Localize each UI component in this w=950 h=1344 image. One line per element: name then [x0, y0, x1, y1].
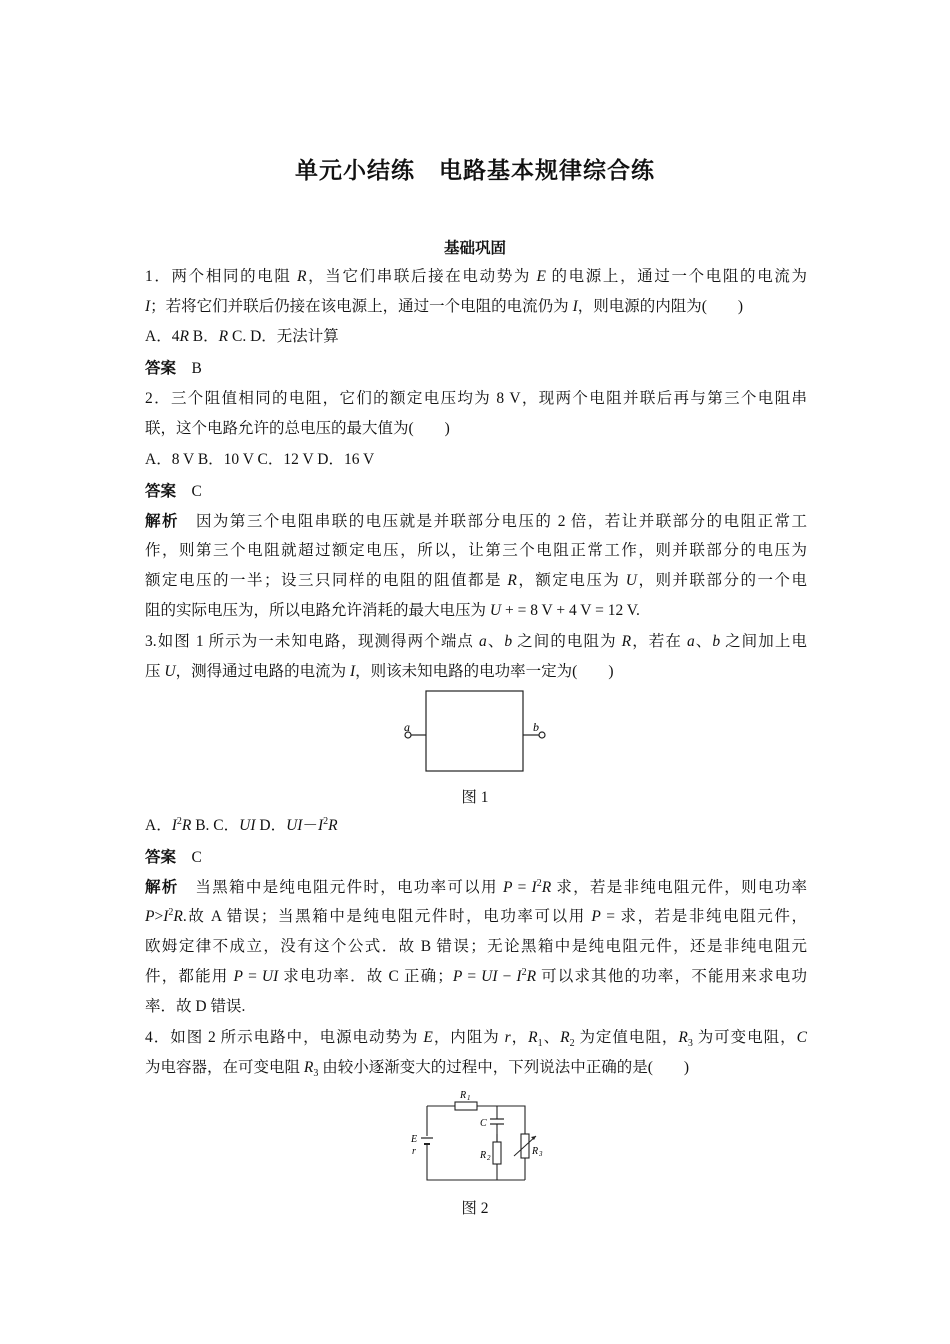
text-run: 、	[486, 633, 505, 650]
label-r1: R	[460, 1090, 467, 1101]
wire-bottom	[427, 1148, 525, 1180]
math-symbol: P	[452, 968, 463, 985]
math-symbol: U	[489, 602, 502, 619]
label-e: E	[411, 1134, 418, 1145]
math-symbol: E	[536, 268, 546, 285]
math-symbol: UI	[239, 817, 256, 834]
text-run: ，则电源的内阻为( )	[577, 298, 744, 315]
label-r2-sub: 2	[487, 1154, 491, 1162]
q4-line-1	[145, 1027, 807, 1049]
text-run: 2	[569, 1038, 575, 1050]
math-symbol: a	[478, 633, 487, 650]
resistor-r2	[493, 1142, 501, 1164]
math-symbol: UI	[261, 968, 279, 985]
text-run: ；若将它们并联后仍接在该电源上，通过一个电阻的电流仍为	[150, 298, 573, 315]
section-heading: 基础巩固	[443, 239, 506, 257]
text-run: C	[191, 849, 202, 866]
math-symbol: I	[317, 817, 324, 834]
text-run: B．	[188, 328, 219, 345]
q2-analysis-4	[145, 600, 807, 622]
text-run: 的电源上，通过一个电阻的电流为	[545, 268, 807, 285]
text-run: 答案	[145, 359, 177, 377]
math-symbol: E	[423, 1029, 433, 1046]
text-run: 2	[323, 815, 329, 827]
text-run: B	[191, 360, 202, 377]
q3-analysis-3: 欧姆定律不成立，没有这个公式．故 B 错误；无论黑箱中是纯电阻元件，还是非纯电阻元	[145, 938, 807, 955]
q2-analysis-1	[145, 510, 807, 532]
q1-options	[145, 326, 807, 348]
math-symbol: R	[528, 1029, 538, 1046]
text-run: B. C．	[191, 817, 240, 834]
text-run: 压	[145, 663, 165, 680]
math-symbol: b	[504, 633, 513, 650]
math-symbol: R	[678, 1029, 688, 1046]
math-symbol: R	[297, 268, 307, 285]
q3-line-2	[145, 661, 807, 683]
math-symbol: UI	[481, 968, 498, 985]
text-run: 、	[694, 633, 713, 650]
figure-1-caption: 图 1	[461, 789, 489, 806]
text-run: 因为第三个电阻串联的电压就是并联部分电压的 2 倍，若让并联部分的电阻正常工	[195, 513, 807, 530]
q2-analysis-3	[145, 570, 807, 592]
text-run: >	[154, 908, 164, 925]
math-symbol: R	[218, 328, 229, 345]
figure-2-caption: 图 2	[461, 1200, 489, 1217]
text-run: 求电功率．故 C 正确；	[278, 968, 453, 985]
label-c: C	[480, 1118, 487, 1129]
math-symbol: I	[171, 817, 177, 834]
text-run: 4．如图 2 所示电路中，电源电动势为	[145, 1029, 424, 1046]
text-run: ，当它们串联后接在电动势为	[306, 268, 537, 285]
text-run: 2	[536, 877, 542, 889]
math-symbol: R	[303, 1059, 314, 1076]
q3-analysis-5: 率．故 D 错误.	[145, 998, 246, 1015]
math-symbol: R	[507, 572, 517, 589]
text-run: C	[191, 483, 202, 500]
text-run: 阻的实际电压为，所以电路允许消耗的最大电压为	[145, 602, 490, 619]
math-symbol: P	[591, 908, 601, 925]
text-run: 1．两个相同的电阻	[145, 268, 298, 285]
text-run: ，测得通过电路的电流为	[175, 663, 350, 680]
text-run: 为电容器，在可变电阻	[145, 1059, 304, 1076]
figure-2-circuit	[400, 1086, 560, 1188]
text-run: 为定值电阻，	[574, 1029, 679, 1046]
text-run: 答案	[145, 848, 177, 866]
math-symbol: R	[173, 908, 183, 925]
q3-answer	[145, 846, 807, 868]
text-run: 1	[537, 1038, 543, 1050]
text-run: 2	[521, 966, 527, 978]
text-run: D．	[255, 817, 287, 834]
math-symbol: I	[145, 298, 151, 315]
text-run: 之间的电阻为	[512, 633, 622, 650]
text-run: －	[302, 817, 318, 834]
math-symbol: C	[796, 1029, 807, 1046]
text-run: 为可变电阻，	[692, 1029, 797, 1046]
q3-line-1	[145, 631, 807, 653]
q3-analysis-1	[145, 876, 807, 898]
math-symbol: UI	[286, 817, 303, 834]
math-symbol: R	[621, 633, 632, 650]
resistor-r1	[455, 1102, 477, 1110]
math-symbol: a	[686, 633, 695, 650]
figure-1-black-box	[395, 686, 555, 778]
math-symbol: P	[233, 968, 243, 985]
text-run: 、	[542, 1029, 561, 1046]
math-symbol: R	[328, 817, 338, 834]
text-run: ，则并联部分的一个电	[636, 572, 807, 589]
math-symbol: b	[712, 633, 721, 650]
text-run: A．	[145, 817, 172, 834]
text-run: 2	[168, 906, 174, 918]
text-run: ，内阻为	[432, 1029, 505, 1046]
math-symbol: I	[349, 663, 356, 680]
text-run: ，则该未知电路的电功率一定为( )	[355, 663, 614, 680]
q3-analysis-2	[145, 906, 807, 928]
label-r2: R	[480, 1150, 487, 1161]
text-run: 额定电压的一半；设三只同样的电阻的阻值都是	[145, 572, 508, 589]
math-symbol: I	[572, 298, 578, 315]
math-symbol: R	[560, 1029, 570, 1046]
text-run: 当黑箱中是纯电阻元件时，电功率可以用	[195, 879, 503, 896]
text-run: =	[462, 968, 482, 985]
text-run: 答案	[145, 482, 177, 500]
label-r3-sub: 3	[539, 1150, 543, 1158]
math-symbol: r	[504, 1029, 511, 1046]
math-symbol: R	[526, 968, 537, 985]
q1-line-1	[145, 266, 807, 288]
text-run: 求，若是非纯电阻元件，则电功率	[551, 879, 807, 896]
label-r1-sub: 1	[467, 1094, 471, 1102]
q2-answer	[145, 480, 807, 502]
math-symbol: U	[164, 663, 176, 680]
label-r: r	[412, 1146, 416, 1157]
text-run: 由较小逐渐变大的过程中，下列说法中正确的是( )	[318, 1059, 690, 1076]
text-run: 3	[687, 1038, 693, 1050]
text-run: ，额定电压为	[516, 572, 626, 589]
text-run: C. D．无法计算	[228, 328, 339, 345]
math-symbol: R	[181, 817, 192, 834]
q1-line-2	[145, 296, 807, 318]
math-symbol: U	[625, 572, 637, 589]
math-symbol: I	[516, 968, 522, 985]
text-run: 之间加上电	[720, 633, 807, 650]
math-symbol: I	[163, 908, 169, 925]
q2-line-2: 联，这个电路允许的总电压的最大值为( )	[145, 420, 450, 437]
q4-line-2	[145, 1057, 807, 1079]
label-r3: R	[532, 1146, 539, 1157]
text-run: 2	[176, 815, 182, 827]
q3-analysis-4	[145, 966, 807, 988]
page-title: 单元小结练 电路基本规律综合练	[295, 158, 655, 184]
text-run: 解析	[145, 878, 179, 896]
text-run: =	[600, 908, 621, 925]
math-symbol: P	[145, 908, 155, 925]
text-run: + = 8 V + 4 V = 12 V.	[501, 602, 640, 619]
text-run: =	[243, 968, 262, 985]
text-run: 求，若是非纯电阻元件，	[620, 908, 807, 925]
text-run: A．4	[145, 328, 180, 345]
text-run: 可以求其他的功率，不能用来求电功	[536, 968, 807, 985]
black-box-rect	[426, 691, 523, 771]
terminal-b	[539, 732, 545, 738]
text-run: 件，都能用	[145, 968, 234, 985]
text-run: ，若在	[631, 633, 687, 650]
text-run: ，	[510, 1029, 529, 1046]
q1-answer	[145, 357, 807, 379]
text-run: .故 A 错误；当黑箱中是纯电阻元件时，电功率可以用	[182, 908, 592, 925]
q2-line-1: 2．三个阻值相同的电阻，它们的额定电压均为 8 V，现两个电阻并联后再与第三个电阻串	[145, 390, 807, 407]
terminal-a-label: a	[404, 720, 410, 734]
q2-options: A．8 V B．10 V C．12 V D．16 V	[145, 451, 375, 468]
text-run: 解析	[145, 512, 179, 530]
q3-options	[145, 815, 807, 837]
text-run: −	[497, 968, 517, 985]
q2-analysis-2: 作，则第三个电阻就超过额定电压，所以，让第三个电阻正常工作，则并联部分的电压为	[145, 542, 807, 559]
math-symbol: R	[541, 879, 552, 896]
text-run: =	[512, 879, 532, 896]
math-symbol: R	[179, 328, 189, 345]
text-run: 3.如图 1 所示为一未知电路，现测得两个端点	[145, 633, 479, 650]
text-run: 3	[313, 1068, 319, 1080]
math-symbol: P	[502, 879, 513, 896]
math-symbol: I	[531, 879, 537, 896]
terminal-b-label: b	[533, 720, 539, 734]
